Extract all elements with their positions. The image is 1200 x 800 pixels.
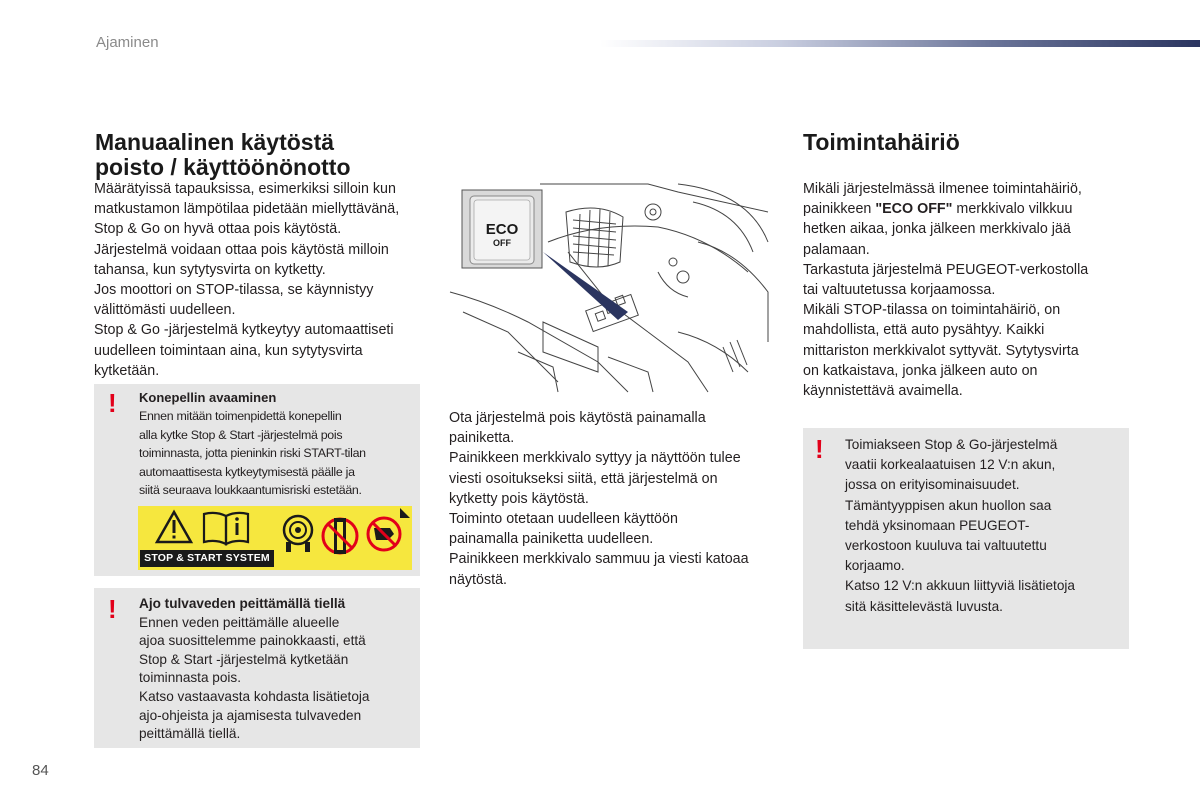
manual-disable-text: Määrätyissä tapauksissa, esimerkiksi silloin kun matkustamon lämpötilaa pidetään miellyttävänä, Stop & Go on hyvä ottaa pois käytöstä. Järjestelmä voidaan ottaa pois käytöstä milloin tahansa, kun sytytysvirta on kytketty. Jos moottori on STOP-tilassa, se käynnistyy välittömästi uudelleen. Stop & Go -järjestelmä kytkeytyy automaattiseti uudelleen toimintaan aina, kun sytytysvirta kytketään. xyxy=(94,181,400,379)
heading-malfunction: Toimintahäiriö xyxy=(803,129,960,155)
heading-manual-disable: Manuaalinen käytöstä poisto / käyttöönönotto xyxy=(95,129,351,180)
warning-exclamation-icon: ! xyxy=(108,594,117,624)
dashboard-illustration xyxy=(448,182,778,394)
warning-exclamation-icon: ! xyxy=(815,434,824,464)
stop-start-label-caption: STOP & START SYSTEM xyxy=(140,550,274,567)
steering-wheel-icon xyxy=(645,184,768,252)
off-button-label: OFF xyxy=(493,238,511,248)
page-number: 84 xyxy=(32,762,49,779)
fan-icon xyxy=(284,516,312,552)
manual-book-icon xyxy=(204,513,248,544)
section-title: Ajaminen xyxy=(96,34,159,51)
eco-off-instructions: Ota järjestelmä pois käytöstä painamalla painiketta. Painikkeen merkkivalo syttyy ja näyttöön tulee viesti osoitukseksi siitä, että järjestelmä on kytketty pois käytöstä. Toiminto otetaan uudelleen käyttöön painamalla painiketta uudelleen. Painikkeen merkkivalo sammuu ja viesti katoaa näytöstä. xyxy=(449,410,749,588)
malfunction-text: Mikäli järjestelmässä ilmenee toimintahäiriö, painikkeen "ECO OFF" merkkivalo vilkkuu hetken aikaa, jonka jälkeen merkkivalo jää palamaan. Tarkastuta järjestelmä PEUGEOT-verkostolla tai valtuutetussa korjaamossa. Mikäli STOP-tilassa on toimintahäiriö, on mahdollista, että auto pysähtyy. Kaikki mittariston merkkivalot syttyvät. Sytytysvirta on katkaistava, jonka jälkeen auto on käynnistettävä avaimella. xyxy=(803,181,1089,400)
dashboard-line-drawing xyxy=(448,182,778,394)
header-gradient-bar xyxy=(600,40,1200,47)
air-vent-icon xyxy=(566,208,623,267)
no-hand-icon xyxy=(368,508,410,550)
callout-pointer xyxy=(543,252,628,320)
belt-hand-prohibited-icon xyxy=(323,518,357,554)
warning-battery-text: Toimiakseen Stop & Go-järjestelmä vaatii korkealaatuisen 12 V:n akun, jossa on erityisominaisuudet. Tämäntyyppisen akun huollon saa tehdä yksinomaan PEUGEOT- verkostoon kuuluva tai valtuutettu korjaamo. Katso 12 V:n akkuun liittyviä lisätietoja sitä käsittelevästä luvusta. xyxy=(845,437,1075,614)
warning-bonnet-text: Konepellin avaaminen Ennen mitään toimenpidettä konepellin alla kytke Stop & Start -järjestelmä pois toiminnasta, jotta pieninkin riski START-tilan automaattisesta kytkeytymisestä päälle ja siitä seuraava loukkaantumisriski estetään. xyxy=(139,390,366,498)
hazard-triangle-icon xyxy=(157,512,191,542)
warning-flood-text: Ajo tulvaveden peittämällä tiellä Ennen veden peittämälle alueelle ajoa suosittelemme painokkaasti, että Stop & Start -järjestelmä kytketään toiminnasta pois. Katso vastaavasta kohdasta lisätietoja ajo-ohjeista ja ajamisesta tulvaveden peittämällä tiellä. xyxy=(139,596,370,742)
eco-button-label: ECO xyxy=(485,221,519,238)
warning-exclamation-icon: ! xyxy=(108,388,117,418)
eco-off-button xyxy=(462,190,542,268)
